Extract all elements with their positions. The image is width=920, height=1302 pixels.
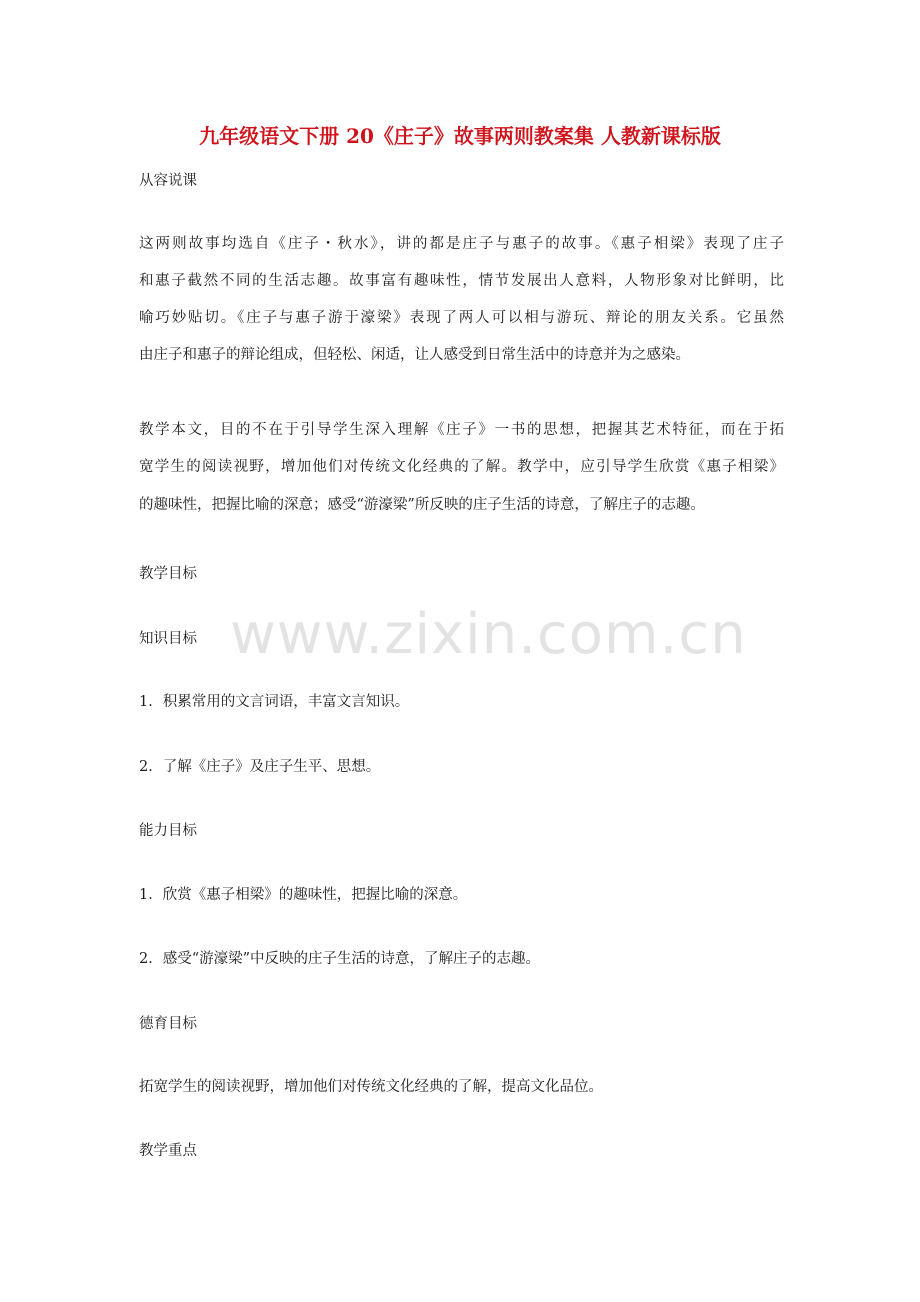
ability-item-1: 1．欣赏《惠子相梁》的趣味性，把握比喻的深意。 xyxy=(139,887,468,903)
paragraph-2-line-2: 宽学生的阅读视野，增加他们对传统文化经典的了解。教学中，应引导学生欣赏《惠子相梁》 xyxy=(139,459,784,475)
paragraph-1-line-2: 和惠子截然不同的生活志趣。故事富有趣味性，情节发展出人意料，人物形象对比鲜明，比 xyxy=(139,273,784,289)
heading-knowledge-goals: 知识目标 xyxy=(139,631,197,647)
heading-lesson-intro: 从容说课 xyxy=(139,173,197,189)
paragraph-1-line-1: 这两则故事均选自《庄子・秋水》，讲的都是庄子与惠子的故事。《惠子相梁》表现了庄子 xyxy=(139,236,784,252)
paragraph-2-line-3: 的趣味性，把握比喻的深意；感受“游濠梁”所反映的庄子生活的诗意，了解庄子的志趣。 xyxy=(139,497,705,513)
knowledge-item-1: 1．积累常用的文言词语，丰富文言知识。 xyxy=(139,694,410,710)
paragraph-1-line-3: 喻巧妙贴切。《庄子与惠子游于濠梁》表现了两人可以相与游玩、辩论的朋友关系。它虽然 xyxy=(139,310,784,326)
moral-goal-text: 拓宽学生的阅读视野，增加他们对传统文化经典的了解，提高文化品位。 xyxy=(139,1079,603,1095)
ability-item-2: 2．感受“游濠梁”中反映的庄子生活的诗意，了解庄子的志趣。 xyxy=(139,951,541,967)
paragraph-2-line-1: 教学本文，目的不在于引导学生深入理解《庄子》一书的思想，把握其艺术特征，而在于拓 xyxy=(139,422,784,438)
knowledge-item-2: 2．了解《庄子》及庄子生平、思想。 xyxy=(139,759,381,775)
heading-moral-goals: 德育目标 xyxy=(139,1016,197,1032)
heading-teaching-focus: 教学重点 xyxy=(139,1143,197,1159)
document-title: 九年级语文下册 20《庄子》故事两则教案集 人教新课标版 xyxy=(199,124,721,148)
paragraph-1-line-4: 由庄子和惠子的辩论组成，但轻松、闲适，让人感受到日常生活中的诗意并为之感染。 xyxy=(139,347,690,363)
heading-teaching-goals: 教学目标 xyxy=(139,566,197,582)
heading-ability-goals: 能力目标 xyxy=(139,823,197,839)
watermark: www.zixin.com.cn xyxy=(230,602,747,667)
